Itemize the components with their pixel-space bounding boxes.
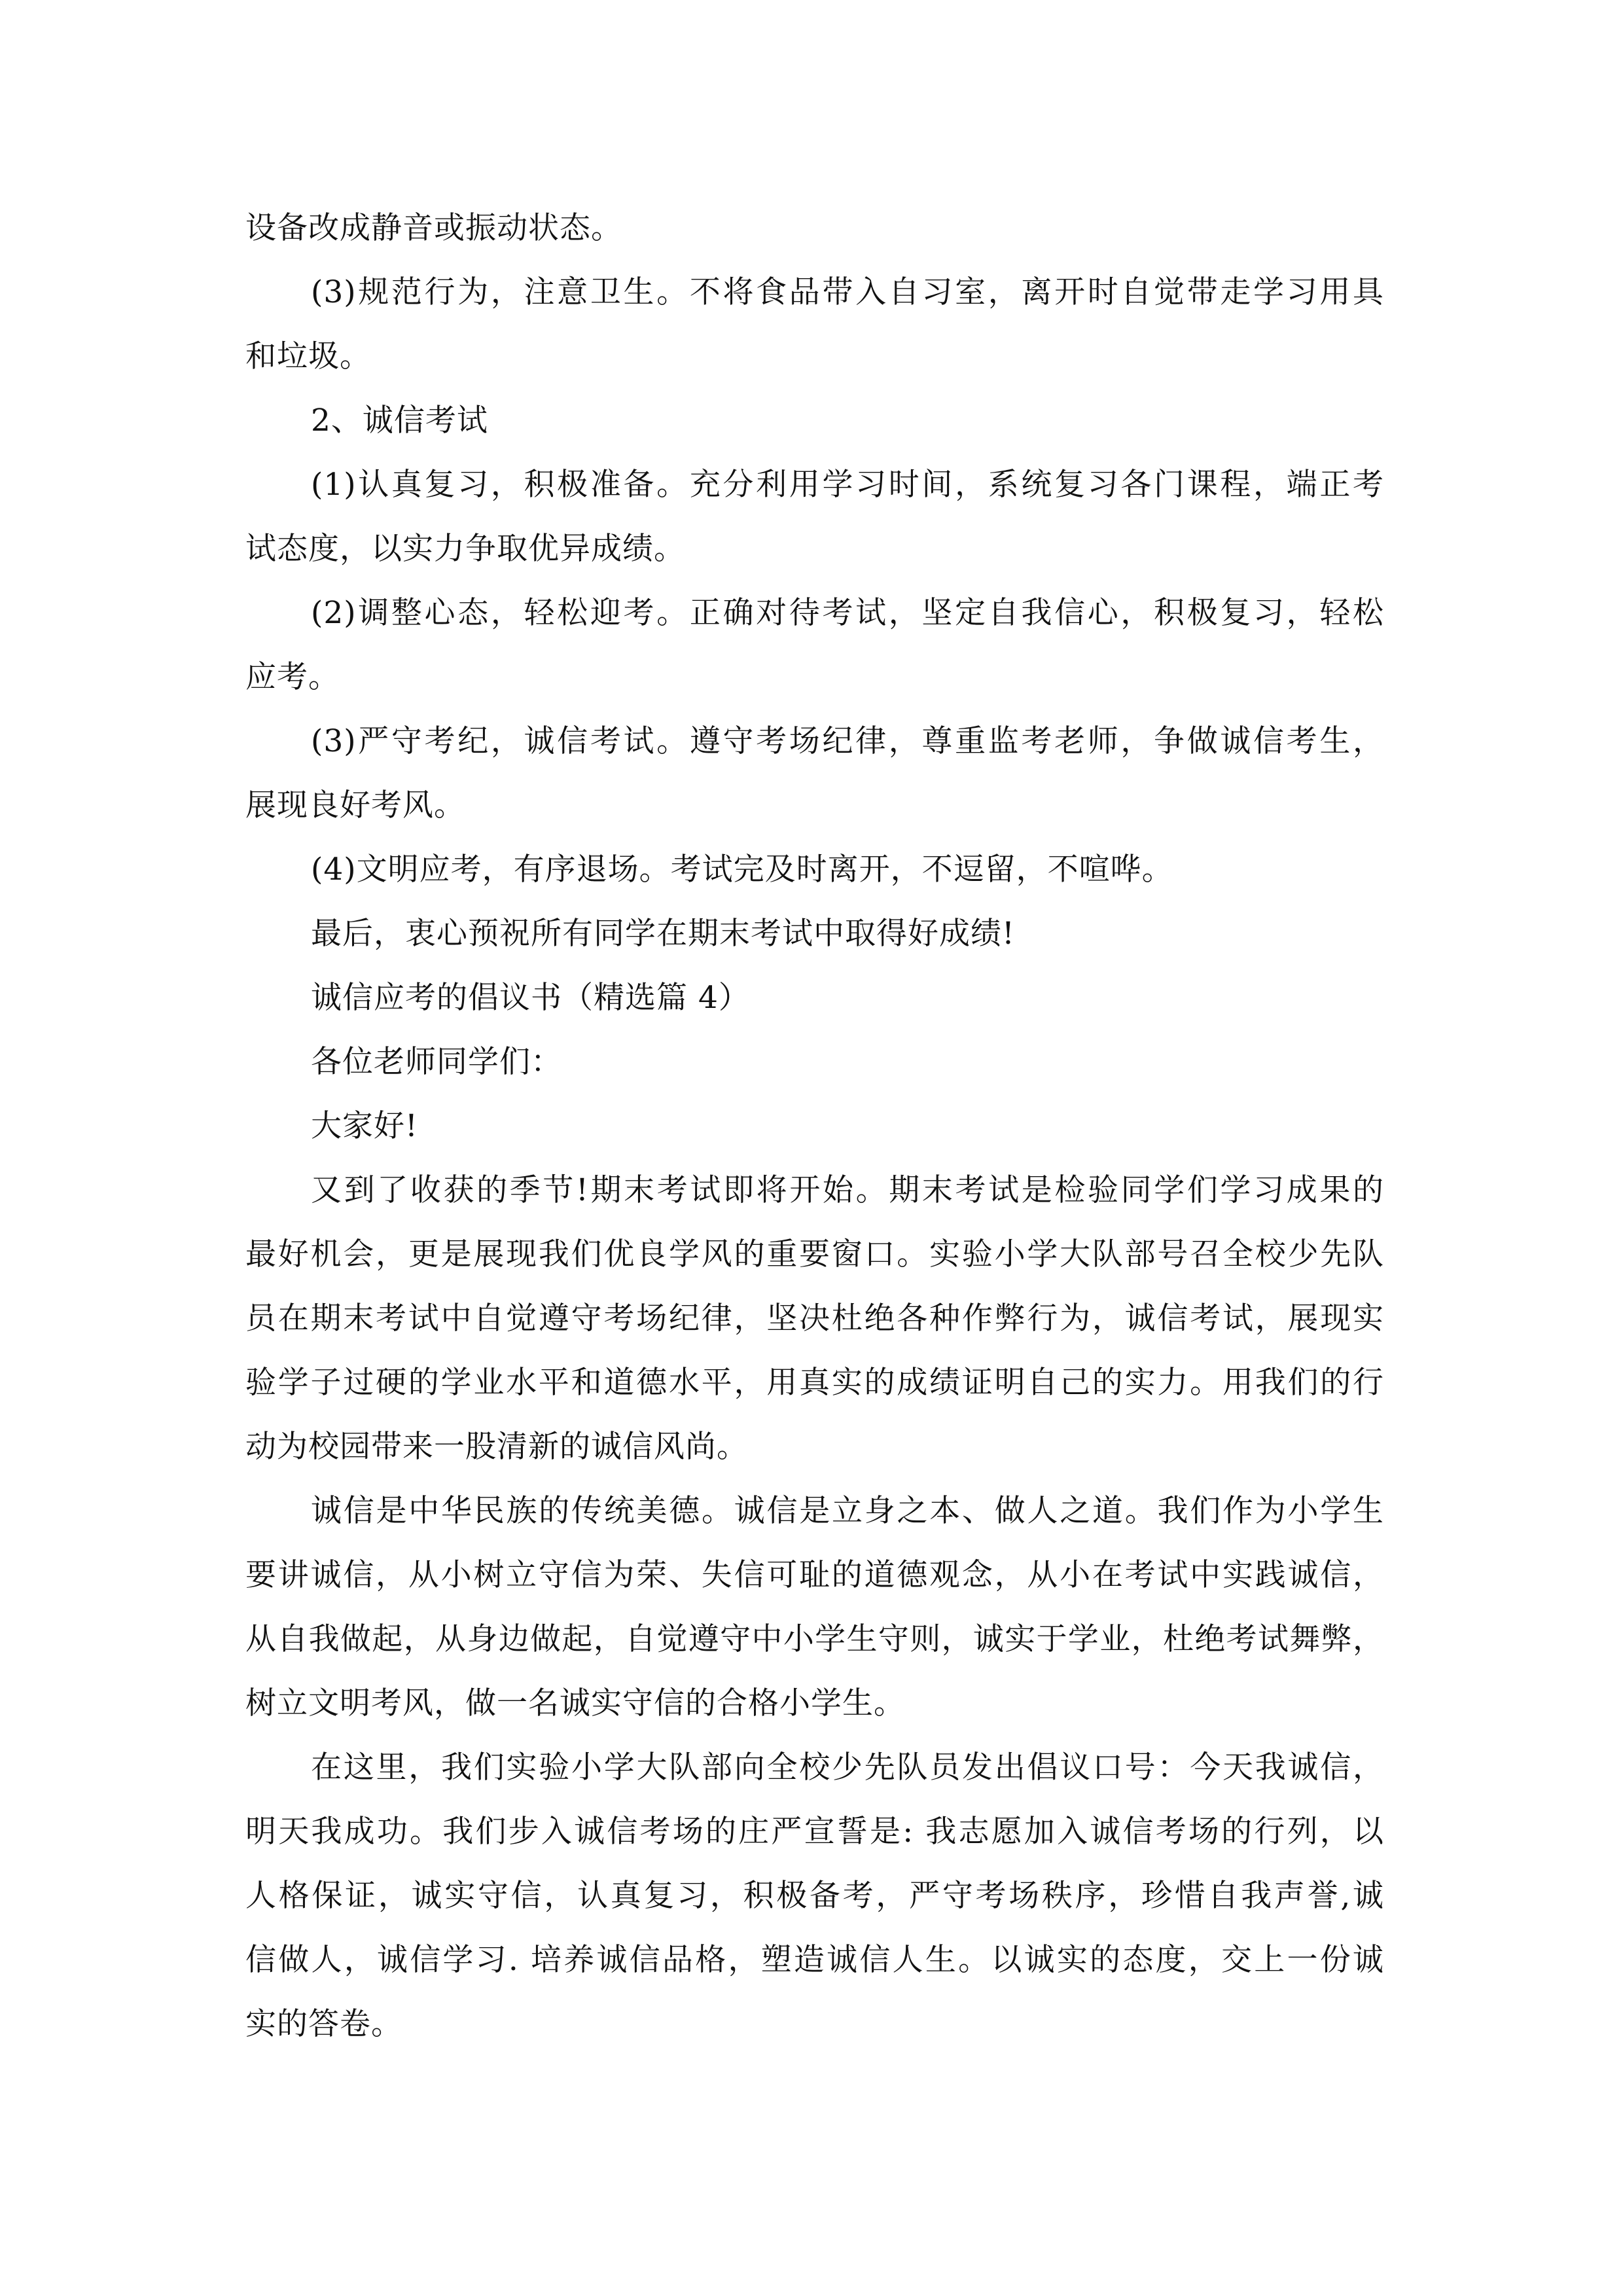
text-line: (2)调整心态，轻松迎考。正确对待考试，坚定自我信心，积极复习，轻松 [311, 595, 1384, 631]
text-line: (4)文明应考，有序退场。考试完及时离开，不逗留，不喧哗。 [311, 852, 1173, 888]
text-line: (3)规范行为，注意卫生。不将食品带入自习室，离开时自觉带走学习用具 [311, 274, 1384, 310]
text-line: 人格保证，诚实守信，认真复习，积极备考，严守考场秩序，珍惜自我声誉,诚 [245, 1878, 1384, 1914]
text-line: 诚信应考的倡议书（精选篇 4） [311, 980, 750, 1016]
text-line: 信做人，诚信学习. 培养诚信品格，塑造诚信人生。以诚实的态度，交上一份诚 [245, 1942, 1384, 1978]
text-line: 明天我成功。我们步入诚信考场的庄严宣誓是: 我志愿加入诚信考场的行列，以 [245, 1814, 1384, 1850]
text-line: 从自我做起，从身边做起，自觉遵守中小学生守则，诚实于学业，杜绝考试舞弊， [245, 1621, 1384, 1657]
text-line: (3)严守考纪，诚信考试。遵守考场纪律，尊重监考老师，争做诚信考生， [311, 723, 1384, 759]
text-line: (1)认真复习，积极准备。充分利用学习时间，系统复习各门课程，端正考 [311, 467, 1384, 503]
text-line: 要讲诚信，从小树立守信为荣、失信可耻的道德观念，从小在考试中实践诚信， [245, 1557, 1384, 1593]
text-line: 验学子过硬的学业水平和道德水平，用真实的成绩证明自己的实力。用我们的行 [245, 1365, 1384, 1401]
text-line: 展现良好考风。 [245, 787, 465, 823]
text-line: 员在期末考试中自觉遵守考场纪律，坚决杜绝各种作弊行为，诚信考试，展现实 [245, 1300, 1384, 1336]
text-line: 各位老师同学们： [311, 1044, 562, 1080]
text-line: 设备改成静音或振动状态。 [245, 210, 622, 246]
text-line: 树立文明考风，做一名诚实守信的合格小学生。 [245, 1685, 905, 1721]
text-line: 又到了收获的季节!期末考试即将开始。期末考试是检验同学们学习成果的 [311, 1172, 1384, 1208]
text-line: 和垃圾。 [245, 338, 371, 374]
text-line: 在这里，我们实验小学大队部向全校少先队员发出倡议口号：今天我诚信， [311, 1749, 1384, 1785]
text-line: 试态度，以实力争取优异成绩。 [245, 531, 685, 567]
text-line: 实的答卷。 [245, 2006, 402, 2042]
text-line: 大家好! [311, 1108, 418, 1144]
text-line: 最后，衷心预祝所有同学在期末考试中取得好成绩! [311, 916, 1015, 952]
text-line: 动为校园带来一股清新的诚信风尚。 [245, 1429, 748, 1465]
text-line: 最好机会，更是展现我们优良学风的重要窗口。实验小学大队部号召全校少先队 [245, 1236, 1384, 1272]
text-line: 应考。 [245, 659, 340, 695]
document-body [245, 196, 1384, 2056]
text-line: 2、诚信考试 [311, 403, 488, 439]
text-line: 诚信是中华民族的传统美德。诚信是立身之本、做人之道。我们作为小学生 [311, 1493, 1384, 1529]
